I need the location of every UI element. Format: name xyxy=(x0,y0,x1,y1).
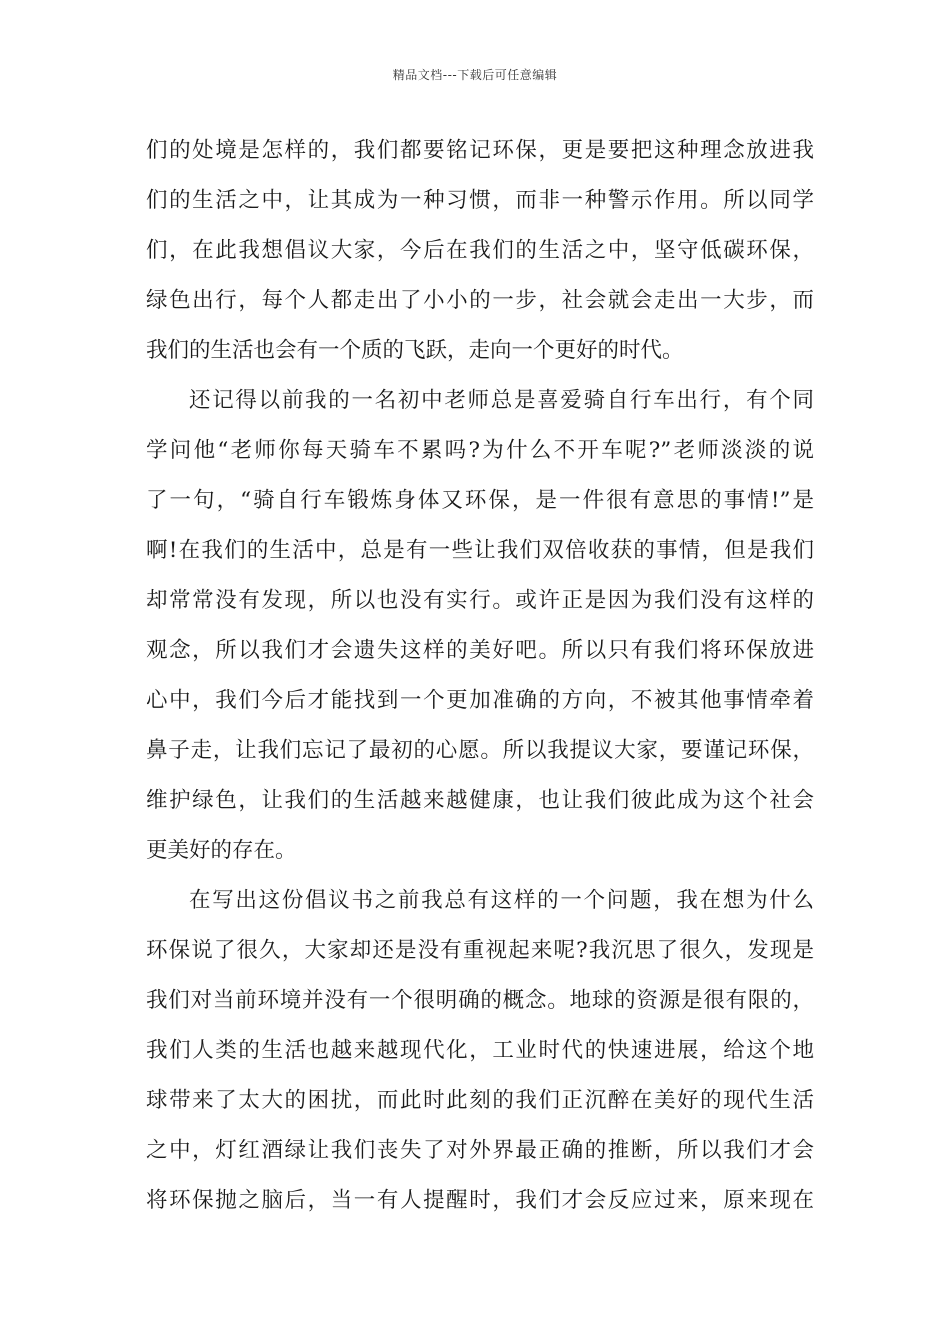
text-line: 我们对当前环境并没有一个很明确的概念。地球的资源是很有限的， xyxy=(146,988,814,1013)
page-header: 精品文档---下载后可任意编辑 xyxy=(392,68,558,82)
text-line: 球带来了太大的困扰，而此时此刻的我们正沉醉在美好的现代生活 xyxy=(146,1088,814,1113)
text-line: 了一句，“骑自行车锻炼身体又环保，是一件很有意思的事情!”是 xyxy=(146,488,814,513)
paragraph-2 xyxy=(146,376,814,876)
text-line: 们，在此我想倡议大家，今后在我们的生活之中，坚守低碳环保， xyxy=(146,238,814,263)
text-line: 心中，我们今后才能找到一个更加准确的方向，不被其他事情牵着 xyxy=(146,688,814,713)
text-line: 还记得以前我的一名初中老师总是喜爱骑自行车出行，有个同 xyxy=(189,388,814,413)
text-line: 却常常没有发现，所以也没有实行。或许正是因为我们没有这样的 xyxy=(146,588,814,613)
text-line: 观念，所以我们才会遗失这样的美好吧。所以只有我们将环保放进 xyxy=(146,638,814,663)
text-line: 我们人类的生活也越来越现代化，工业时代的快速进展，给这个地 xyxy=(146,1038,814,1063)
text-line: 之中，灯红酒绿让我们丧失了对外界最正确的推断，所以我们才会 xyxy=(146,1138,814,1163)
text-line: 更美好的存在。 xyxy=(146,838,297,863)
text-line: 学问他“老师你每天骑车不累吗?为什么不开车呢?”老师淡淡的说 xyxy=(146,438,814,463)
text-line: 啊!在我们的生活中，总是有一些让我们双倍收获的事情，但是我们 xyxy=(146,538,814,563)
paragraph-1 xyxy=(146,126,814,376)
text-line: 将环保抛之脑后，当一有人提醒时，我们才会反应过来，原来现在 xyxy=(146,1188,814,1213)
text-line: 维护绿色，让我们的生活越来越健康，也让我们彼此成为这个社会 xyxy=(146,788,814,813)
text-line: 我们的生活也会有一个质的飞跃，走向一个更好的时代。 xyxy=(146,338,684,363)
text-line: 鼻子走，让我们忘记了最初的心愿。所以我提议大家，要谨记环保， xyxy=(146,738,814,763)
document-body xyxy=(146,126,814,1226)
text-line: 在写出这份倡议书之前我总有这样的一个问题，我在想为什么 xyxy=(189,888,814,913)
paragraph-3 xyxy=(146,876,814,1226)
text-line: 们的生活之中，让其成为一种习惯，而非一种警示作用。所以同学 xyxy=(146,188,814,213)
text-line: 们的处境是怎样的，我们都要铭记环保，更是要把这种理念放进我 xyxy=(146,138,814,163)
text-line: 环保说了很久，大家却还是没有重视起来呢?我沉思了很久，发现是 xyxy=(146,938,814,963)
text-line: 绿色出行，每个人都走出了小小的一步，社会就会走出一大步，而 xyxy=(146,288,814,313)
